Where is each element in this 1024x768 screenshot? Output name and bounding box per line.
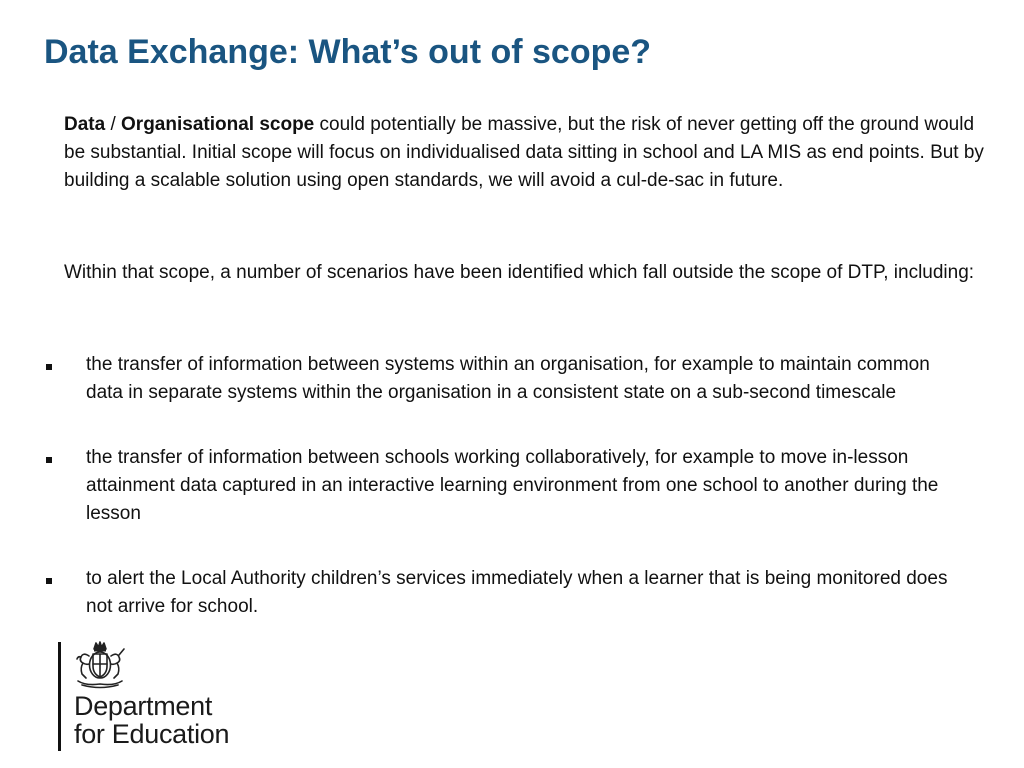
department-name-line-1: Department [74, 691, 213, 721]
square-bullet-icon [46, 457, 52, 463]
list-item-text: the transfer of information between systems within an organisation, for example to maintain common data in separate systems within the organisation in a consistent state on a sub-second timescale [86, 354, 930, 403]
lead-in-paragraph: Within that scope, a number of scenarios have been identified which fall outside the scope of DTP, including: [64, 262, 975, 283]
royal-crest-icon [70, 640, 130, 690]
intro-separator: / [105, 114, 122, 135]
list-item [40, 351, 966, 407]
intro-label-scope: Organisational scope [121, 114, 315, 135]
list-item-text: to alert the Local Authority children’s services immediately when a learner that is being monitored does not arrive for school. [86, 568, 948, 617]
out-of-scope-list [40, 351, 1000, 621]
square-bullet-icon [46, 364, 52, 370]
square-bullet-icon [46, 578, 52, 584]
list-item [40, 565, 966, 621]
intro-text: could potentially be massive, but the risk of never getting off the ground would be substantial. Initial scope will focus on individualised data sitting in school and LA MIS as end points. But by building a scalable solution using open standards, we will avoid a cul-de-sac in future. [64, 114, 984, 191]
intro-paragraph [64, 111, 984, 195]
slide-title: Data Exchange: What’s out of scope? [44, 33, 652, 71]
intro-label-data: Data [64, 114, 106, 135]
list-item [40, 444, 991, 528]
logo-rule [58, 642, 61, 751]
department-name [74, 692, 229, 748]
department-name-line-2: for Education [74, 719, 230, 749]
department-for-education-logo [58, 640, 258, 756]
list-item-text: the transfer of information between schools working collaboratively, for example to move in-lesson attainment data captured in an interactive learning environment from one school to another during the lesson [86, 447, 939, 524]
